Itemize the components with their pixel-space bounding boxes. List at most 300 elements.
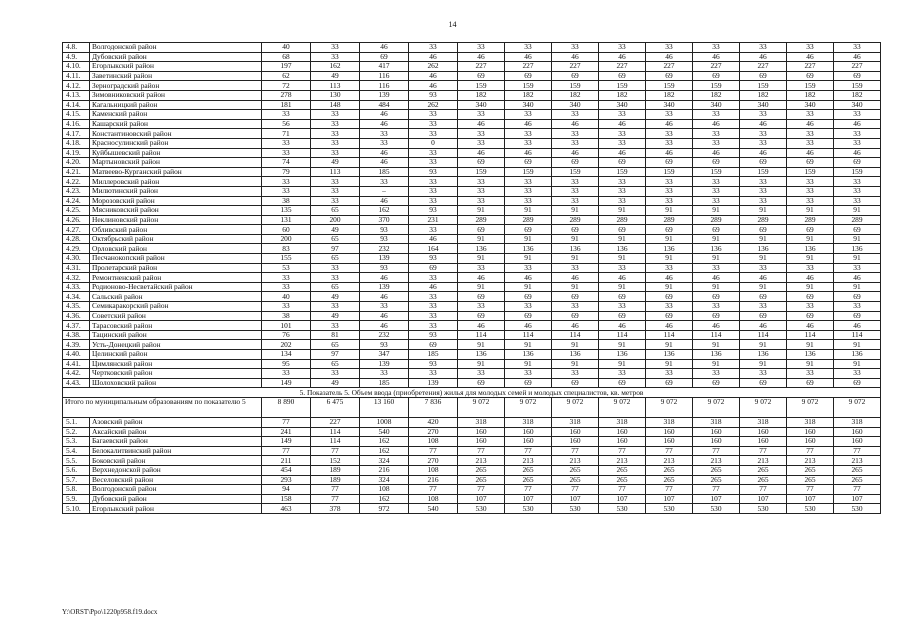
value-cell: 289 [834, 215, 881, 225]
value-cell: 340 [787, 100, 834, 110]
total-value: 9 072 [458, 397, 505, 417]
value-cell: 33 [552, 129, 599, 139]
row-number: 4.24. [63, 196, 90, 206]
row-number: 4.11. [63, 71, 90, 81]
table-row [63, 129, 881, 139]
value-cell: 162 [311, 62, 360, 72]
value-cell: 77 [409, 446, 458, 456]
value-cell: 318 [458, 417, 505, 427]
value-cell: 97 [311, 350, 360, 360]
district-name: Усть-Донецкий район [90, 340, 262, 350]
value-cell: 46 [787, 273, 834, 283]
value-cell: 46 [693, 148, 740, 158]
value-cell: 136 [505, 244, 552, 254]
value-cell: 77 [311, 494, 360, 504]
table-row [63, 43, 881, 53]
table-row [63, 340, 881, 350]
table-row [63, 52, 881, 62]
value-cell: 160 [599, 427, 646, 437]
value-cell: 69 [505, 378, 552, 388]
value-cell: 33 [262, 138, 311, 148]
row-number: 4.20. [63, 158, 90, 168]
district-name: Белокалитвинский район [90, 446, 262, 456]
value-cell: 530 [505, 504, 552, 514]
value-cell: 69 [505, 71, 552, 81]
district-name: Матвеево-Курганский район [90, 167, 262, 177]
value-cell: 46 [599, 148, 646, 158]
value-cell: 91 [599, 206, 646, 216]
value-cell: 162 [360, 446, 409, 456]
value-cell: 454 [262, 465, 311, 475]
value-cell: 265 [458, 465, 505, 475]
value-cell: 136 [740, 350, 787, 360]
value-cell: 91 [693, 340, 740, 350]
value-cell: 160 [740, 437, 787, 447]
value-cell: 265 [646, 465, 693, 475]
value-cell: 159 [740, 167, 787, 177]
value-cell: 484 [360, 100, 409, 110]
value-cell: 40 [262, 292, 311, 302]
value-cell: 69 [834, 158, 881, 168]
value-cell: 972 [360, 504, 409, 514]
row-number: 4.39. [63, 340, 90, 350]
value-cell: 530 [787, 504, 834, 514]
row-number: 4.43. [63, 378, 90, 388]
table-row [63, 244, 881, 254]
value-cell: 159 [787, 81, 834, 91]
row-number: 4.12. [63, 81, 90, 91]
value-cell: 33 [505, 110, 552, 120]
district-name: Кагальницкий район [90, 100, 262, 110]
value-cell: 324 [360, 456, 409, 466]
table-row [63, 119, 881, 129]
value-cell: 164 [409, 244, 458, 254]
value-cell: 33 [552, 110, 599, 120]
value-cell: 33 [311, 52, 360, 62]
value-cell: 227 [834, 62, 881, 72]
district-name: Куйбышевский район [90, 148, 262, 158]
value-cell: 278 [262, 90, 311, 100]
value-cell: 160 [787, 427, 834, 437]
value-cell: 182 [458, 90, 505, 100]
value-cell: 33 [311, 43, 360, 53]
value-cell: 33 [646, 196, 693, 206]
table-row [63, 292, 881, 302]
value-cell: 159 [458, 167, 505, 177]
value-cell: 69 [834, 311, 881, 321]
value-cell: 130 [311, 90, 360, 100]
value-cell: 33 [693, 177, 740, 187]
row-number: 4.10. [63, 62, 90, 72]
row-number: 4.32. [63, 273, 90, 283]
value-cell: 289 [505, 215, 552, 225]
value-cell: 340 [505, 100, 552, 110]
value-cell: 33 [409, 177, 458, 187]
value-cell: 189 [311, 465, 360, 475]
value-cell: 91 [458, 282, 505, 292]
value-cell: 46 [693, 52, 740, 62]
value-cell: 159 [505, 167, 552, 177]
value-cell: 46 [360, 148, 409, 158]
value-cell: 77 [458, 485, 505, 495]
value-cell: 91 [599, 254, 646, 264]
value-cell: 77 [262, 417, 311, 427]
row-number: 4.9. [63, 52, 90, 62]
total-value: 9 072 [834, 397, 881, 417]
value-cell: 114 [693, 330, 740, 340]
value-cell: 62 [262, 71, 311, 81]
value-cell: 46 [646, 321, 693, 331]
table-row [63, 475, 881, 485]
value-cell: 46 [834, 119, 881, 129]
value-cell: 33 [505, 302, 552, 312]
total-value: 9 072 [787, 397, 834, 417]
value-cell: 93 [360, 225, 409, 235]
value-cell: 33 [262, 186, 311, 196]
value-cell: 182 [599, 90, 646, 100]
value-cell: 114 [834, 330, 881, 340]
district-name: Целинский район [90, 350, 262, 360]
district-name: Пролетарский район [90, 263, 262, 273]
value-cell: 265 [834, 465, 881, 475]
total-row [63, 397, 881, 417]
row-number: 5.5. [63, 456, 90, 466]
value-cell: 33 [552, 186, 599, 196]
value-cell: 160 [505, 437, 552, 447]
value-cell: 33 [505, 129, 552, 139]
value-cell: 33 [311, 321, 360, 331]
value-cell: 33 [693, 196, 740, 206]
value-cell: 69 [458, 71, 505, 81]
value-cell: 33 [409, 225, 458, 235]
district-name: Константиновский район [90, 129, 262, 139]
value-cell: – [360, 186, 409, 196]
value-cell: 91 [599, 282, 646, 292]
value-cell: 213 [787, 456, 834, 466]
value-cell: 182 [834, 90, 881, 100]
value-cell: 347 [360, 350, 409, 360]
value-cell: 33 [787, 110, 834, 120]
value-cell: 91 [834, 234, 881, 244]
value-cell: 136 [646, 350, 693, 360]
value-cell: 65 [311, 234, 360, 244]
value-cell: 69 [740, 311, 787, 321]
value-cell: 211 [262, 456, 311, 466]
value-cell: 69 [552, 378, 599, 388]
value-cell: 69 [458, 311, 505, 321]
value-cell: 265 [505, 475, 552, 485]
value-cell: 33 [646, 43, 693, 53]
value-cell: 33 [409, 273, 458, 283]
value-cell: 182 [740, 90, 787, 100]
value-cell: 69 [409, 340, 458, 350]
value-cell: 232 [360, 244, 409, 254]
row-number: 4.33. [63, 282, 90, 292]
value-cell: 189 [311, 475, 360, 485]
value-cell: 46 [552, 321, 599, 331]
table-row [63, 330, 881, 340]
value-cell: 91 [693, 359, 740, 369]
value-cell: 33 [834, 110, 881, 120]
value-cell: 0 [409, 138, 458, 148]
value-cell: 69 [599, 292, 646, 302]
value-cell: 136 [458, 244, 505, 254]
value-cell: 69 [505, 225, 552, 235]
table-row [63, 485, 881, 495]
table-row [63, 378, 881, 388]
value-cell: 33 [505, 138, 552, 148]
total-value: 6 475 [311, 397, 360, 417]
value-cell: 33 [599, 186, 646, 196]
value-cell: 33 [360, 369, 409, 379]
value-cell: 33 [311, 110, 360, 120]
row-number: 4.23. [63, 186, 90, 196]
value-cell: 46 [505, 119, 552, 129]
table-row [63, 215, 881, 225]
value-cell: 69 [458, 158, 505, 168]
value-cell: 49 [311, 158, 360, 168]
value-cell: 91 [505, 359, 552, 369]
value-cell: 46 [646, 148, 693, 158]
row-number: 4.14. [63, 100, 90, 110]
value-cell: 114 [505, 330, 552, 340]
value-cell: 46 [505, 321, 552, 331]
district-name: Дубовский район [90, 52, 262, 62]
table-row [63, 234, 881, 244]
value-cell: 77 [311, 446, 360, 456]
value-cell: 114 [599, 330, 646, 340]
value-cell: 91 [787, 359, 834, 369]
value-cell: 1008 [360, 417, 409, 427]
value-cell: 79 [262, 167, 311, 177]
table-row [63, 206, 881, 216]
value-cell: 162 [360, 206, 409, 216]
value-cell: 33 [599, 177, 646, 187]
value-cell: 107 [740, 494, 787, 504]
value-cell: 33 [834, 263, 881, 273]
value-cell: 91 [834, 206, 881, 216]
value-cell: 91 [599, 234, 646, 244]
value-cell: 69 [693, 311, 740, 321]
value-cell: 160 [599, 437, 646, 447]
value-cell: 33 [834, 369, 881, 379]
value-cell: 318 [552, 417, 599, 427]
value-cell: 46 [458, 119, 505, 129]
value-cell: 33 [458, 177, 505, 187]
value-cell: 33 [646, 263, 693, 273]
value-cell: 93 [409, 359, 458, 369]
value-cell: 69 [787, 292, 834, 302]
value-cell: 159 [693, 167, 740, 177]
value-cell: 33 [505, 43, 552, 53]
value-cell: 33 [693, 138, 740, 148]
value-cell: 227 [646, 62, 693, 72]
value-cell: 33 [787, 186, 834, 196]
value-cell: 91 [740, 234, 787, 244]
value-cell: 74 [262, 158, 311, 168]
value-cell: 46 [693, 273, 740, 283]
value-cell: 139 [360, 254, 409, 264]
value-cell: 134 [262, 350, 311, 360]
table-body-indicator-5-header [63, 388, 881, 418]
value-cell: 77 [740, 485, 787, 495]
value-cell: 33 [599, 302, 646, 312]
value-cell: 91 [646, 282, 693, 292]
value-cell: 33 [409, 369, 458, 379]
value-cell: 91 [787, 254, 834, 264]
value-cell: 69 [646, 225, 693, 235]
value-cell: 33 [834, 177, 881, 187]
value-cell: 159 [646, 81, 693, 91]
value-cell: 262 [409, 100, 458, 110]
value-cell: 136 [646, 244, 693, 254]
value-cell: 136 [834, 244, 881, 254]
value-cell: 265 [787, 465, 834, 475]
value-cell: 33 [409, 196, 458, 206]
total-value: 9 072 [599, 397, 646, 417]
value-cell: 340 [740, 100, 787, 110]
value-cell: 69 [787, 158, 834, 168]
table-row [63, 81, 881, 91]
value-cell: 227 [552, 62, 599, 72]
value-cell: 160 [505, 427, 552, 437]
value-cell: 69 [693, 378, 740, 388]
row-number: 4.13. [63, 90, 90, 100]
table-row [63, 282, 881, 292]
value-cell: 46 [409, 81, 458, 91]
value-cell: 77 [646, 485, 693, 495]
table-row [63, 254, 881, 264]
value-cell: 340 [458, 100, 505, 110]
value-cell: 91 [552, 206, 599, 216]
value-cell: 77 [787, 485, 834, 495]
value-cell: 182 [787, 90, 834, 100]
value-cell: 33 [834, 186, 881, 196]
value-cell: 378 [311, 504, 360, 514]
value-cell: 46 [599, 273, 646, 283]
value-cell: 46 [360, 321, 409, 331]
value-cell: 136 [505, 350, 552, 360]
value-cell: 159 [787, 167, 834, 177]
value-cell: 107 [646, 494, 693, 504]
value-cell: 160 [834, 427, 881, 437]
value-cell: 33 [740, 129, 787, 139]
value-cell: 530 [740, 504, 787, 514]
value-cell: 318 [646, 417, 693, 427]
value-cell: 77 [599, 485, 646, 495]
value-cell: 33 [311, 302, 360, 312]
value-cell: 136 [552, 244, 599, 254]
row-number: 5.10. [63, 504, 90, 514]
value-cell: 159 [552, 167, 599, 177]
value-cell: 107 [458, 494, 505, 504]
district-name: Миллеровский район [90, 177, 262, 187]
district-name: Егорлыкский район [90, 62, 262, 72]
value-cell: 77 [787, 446, 834, 456]
value-cell: 69 [552, 292, 599, 302]
value-cell: 530 [458, 504, 505, 514]
value-cell: 33 [311, 196, 360, 206]
value-cell: 289 [599, 215, 646, 225]
value-cell: 33 [646, 110, 693, 120]
value-cell: 213 [599, 456, 646, 466]
value-cell: 71 [262, 129, 311, 139]
value-cell: 91 [646, 234, 693, 244]
value-cell: 33 [834, 43, 881, 53]
district-name: Веселовский район [90, 475, 262, 485]
value-cell: 136 [458, 350, 505, 360]
value-cell: 530 [599, 504, 646, 514]
value-cell: 33 [599, 263, 646, 273]
value-cell: 46 [409, 71, 458, 81]
value-cell: 69 [552, 158, 599, 168]
value-cell: 69 [834, 378, 881, 388]
value-cell: 33 [458, 302, 505, 312]
value-cell: 69 [505, 158, 552, 168]
value-cell: 46 [740, 52, 787, 62]
value-cell: 289 [693, 215, 740, 225]
district-name: Неклиновский район [90, 215, 262, 225]
value-cell: 46 [360, 292, 409, 302]
value-cell: 182 [505, 90, 552, 100]
district-name: Морозовский район [90, 196, 262, 206]
value-cell: 318 [599, 417, 646, 427]
value-cell: 318 [787, 417, 834, 427]
value-cell: 69 [787, 378, 834, 388]
table-row [63, 494, 881, 504]
value-cell: 289 [646, 215, 693, 225]
value-cell: 46 [740, 119, 787, 129]
value-cell: 227 [311, 417, 360, 427]
row-number: 4.17. [63, 129, 90, 139]
value-cell: 33 [311, 263, 360, 273]
district-name: Песчанокопский район [90, 254, 262, 264]
value-cell: 33 [787, 369, 834, 379]
value-cell: 91 [834, 282, 881, 292]
value-cell: 33 [552, 369, 599, 379]
district-name: Мясниковский район [90, 206, 262, 216]
row-number: 5.4. [63, 446, 90, 456]
table-row [63, 196, 881, 206]
table-row [63, 359, 881, 369]
value-cell: 33 [311, 148, 360, 158]
value-cell: 370 [360, 215, 409, 225]
value-cell: 93 [409, 330, 458, 340]
value-cell: 91 [599, 340, 646, 350]
value-cell: 46 [646, 52, 693, 62]
value-cell: 289 [787, 215, 834, 225]
value-cell: 95 [262, 359, 311, 369]
value-cell: 46 [787, 52, 834, 62]
value-cell: 93 [360, 234, 409, 244]
value-cell: 160 [552, 437, 599, 447]
value-cell: 530 [834, 504, 881, 514]
row-number: 5.6. [63, 465, 90, 475]
value-cell: 33 [552, 196, 599, 206]
value-cell: 131 [262, 215, 311, 225]
value-cell: 91 [552, 282, 599, 292]
value-cell: 216 [409, 475, 458, 485]
district-name: Чертковский район [90, 369, 262, 379]
value-cell: 262 [409, 62, 458, 72]
value-cell: 33 [262, 302, 311, 312]
value-cell: 270 [409, 427, 458, 437]
value-cell: 241 [262, 427, 311, 437]
value-cell: 65 [311, 359, 360, 369]
row-number: 4.40. [63, 350, 90, 360]
value-cell: 530 [552, 504, 599, 514]
value-cell: 33 [740, 302, 787, 312]
